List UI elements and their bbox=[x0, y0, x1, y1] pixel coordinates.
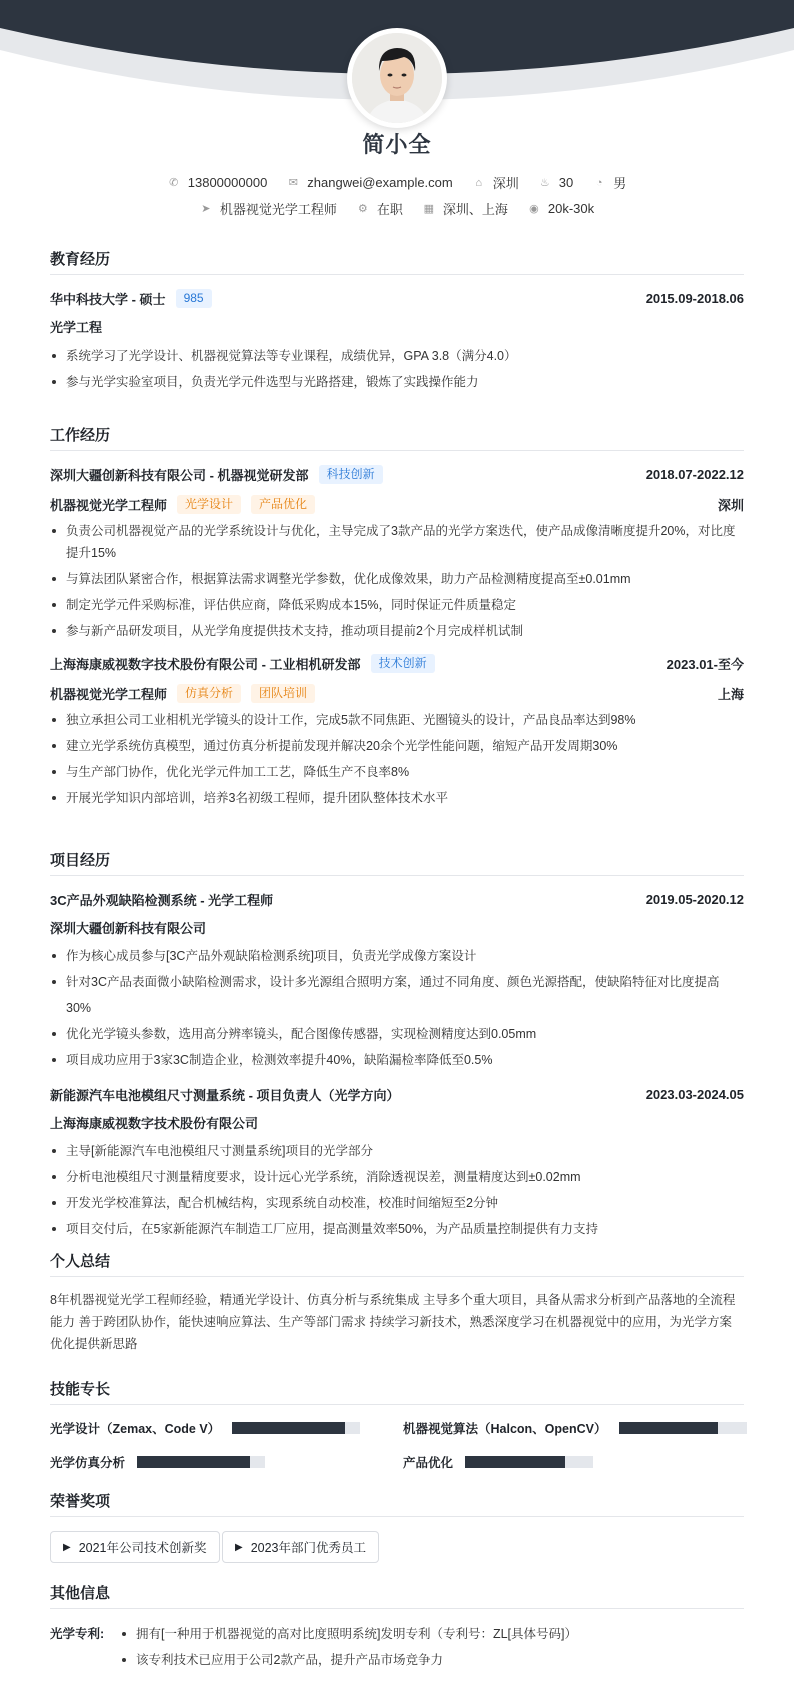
skill-bar-fill bbox=[232, 1422, 345, 1434]
role-tag: 产品优化 bbox=[251, 495, 315, 514]
age-text: 30 bbox=[558, 175, 574, 190]
skill-item bbox=[50, 1453, 265, 1471]
skill-bar bbox=[619, 1422, 747, 1434]
education-header bbox=[50, 287, 744, 309]
section-title: 项目经历 bbox=[50, 849, 744, 876]
cake-icon: ♨ bbox=[539, 176, 550, 189]
skill-item bbox=[50, 1419, 360, 1437]
education-section bbox=[50, 248, 744, 395]
company-name: 上海海康威视数字技术股份有限公司 - 工业相机研发部 bbox=[50, 656, 361, 672]
company-tag: 科技创新 bbox=[319, 465, 383, 484]
skills-section bbox=[50, 1378, 744, 1417]
project-bullets bbox=[50, 943, 744, 1073]
summary-text: 8年机器视觉光学工程师经验，精通光学设计、仿真分析与系统集成 主导多个重大项目，具备从需求分析到产品落地的全流程能力 善于跨团队协作，能快速响应算法、生产等部门需求 持续学习新技术，熟悉深度学习在机器视觉中的应用，为光学方案优化提供新思路 bbox=[50, 1293, 736, 1351]
skill-item bbox=[403, 1419, 747, 1437]
project-section bbox=[50, 849, 744, 1242]
project-header bbox=[50, 1083, 744, 1105]
project-title: 3C产品外观缺陷检测系统 - 光学工程师 bbox=[50, 892, 274, 908]
home-icon: ⌂ bbox=[475, 176, 483, 189]
skill-name: 产品优化 bbox=[403, 1456, 454, 1470]
skill-bar bbox=[465, 1456, 593, 1468]
major: 光学工程 bbox=[50, 320, 103, 335]
skill-bar bbox=[137, 1456, 265, 1468]
education-bullets bbox=[50, 343, 744, 395]
list-item: 该专利技术已应用于公司2款产品，提升产品市场竞争力 bbox=[120, 1647, 577, 1673]
summary-section bbox=[50, 1250, 744, 1355]
work-period: 2018.07-2022.12 bbox=[645, 466, 744, 482]
candidate-name: 简小全 bbox=[362, 132, 432, 157]
work-section bbox=[50, 424, 744, 811]
mail-icon: ✉ bbox=[288, 176, 298, 189]
other-bullets bbox=[120, 1621, 577, 1673]
section-title: 工作经历 bbox=[50, 424, 744, 451]
phone-text: 13800000000 bbox=[187, 175, 268, 190]
project-title: 新能源汽车电池模组尺寸测量系统 - 项目负责人（光学方向） bbox=[50, 1087, 400, 1103]
skill-bar-fill bbox=[465, 1456, 565, 1468]
skill-item bbox=[403, 1453, 593, 1471]
role-line bbox=[50, 493, 744, 515]
work-location: 深圳 bbox=[717, 497, 744, 513]
list-item: 独立承担公司工业相机光学镜头的设计工作，完成5款不同焦距、光圈镜头的设计，产品良品率达到98% bbox=[50, 707, 744, 733]
status-item bbox=[357, 199, 403, 218]
list-item: 作为核心成员参与[3C产品外观缺陷检测系统]项目，负责光学成像方案设计 bbox=[50, 943, 744, 969]
list-item: 开展光学知识内部培训，培养3名初级工程师，提升团队整体技术水平 bbox=[50, 785, 744, 811]
project-period: 2023.03-2024.05 bbox=[645, 1086, 744, 1102]
email-text: zhangwei@example.com bbox=[307, 175, 453, 190]
email-item bbox=[287, 175, 452, 190]
skill-name: 机器视觉算法（Halcon、OpenCV） bbox=[403, 1422, 607, 1436]
city-text: 深圳 bbox=[492, 176, 519, 191]
list-item: 优化光学镜头参数，选用高分辨率镜头，配合图像传感器，实现检测精度达到0.05mm bbox=[50, 1021, 744, 1047]
role-tag: 团队培训 bbox=[251, 684, 315, 703]
school-name: 华中科技大学 - 硕士 bbox=[50, 291, 166, 307]
award-text: 2023年部门优秀员工 bbox=[250, 1541, 367, 1555]
target-city-item bbox=[423, 199, 508, 218]
list-item: 分析电池模组尺寸测量精度要求，设计远心光学系统，消除透视误差，测量精度达到±0.02mm bbox=[50, 1164, 744, 1190]
section-title: 个人总结 bbox=[50, 1250, 744, 1277]
list-item: 系统学习了光学设计、机器视觉算法等专业课程，成绩优异，GPA 3.8（满分4.0） bbox=[50, 343, 744, 369]
award-chip bbox=[222, 1531, 379, 1563]
list-item: 制定光学元件采购标准，评估供应商，降低采购成本15%，同时保证元件质量稳定 bbox=[50, 592, 744, 618]
avatar bbox=[347, 28, 447, 128]
phone-item bbox=[168, 175, 268, 190]
award-text: 2021年公司技术创新奖 bbox=[78, 1541, 207, 1555]
role-title: 机器视觉光学工程师 bbox=[50, 497, 168, 513]
skill-name: 光学仿真分析 bbox=[50, 1456, 126, 1470]
phone-icon: ✆ bbox=[169, 176, 179, 189]
skill-bar-fill bbox=[137, 1456, 250, 1468]
play-icon: ▶ bbox=[235, 1541, 243, 1553]
list-item: 拥有[一种用于机器视觉的高对比度照明系统]发明专利（专利号：ZL[具体号码]） bbox=[120, 1621, 577, 1647]
work-period: 2023.01-至今 bbox=[666, 656, 744, 672]
list-item: 与生产部门协作，优化光学元件加工工艺，降低生产不良率8% bbox=[50, 759, 744, 785]
gender-text: 男 bbox=[613, 176, 627, 191]
avatar-photo bbox=[352, 33, 442, 123]
age-item bbox=[539, 175, 573, 190]
job-intent-row bbox=[0, 199, 794, 218]
school-tag: 985 bbox=[176, 289, 212, 308]
position-item bbox=[200, 199, 337, 218]
role-title: 机器视觉光学工程师 bbox=[50, 686, 168, 702]
list-item: 主导[新能源汽车电池模组尺寸测量系统]项目的光学部分 bbox=[50, 1138, 744, 1164]
project-bullets bbox=[50, 1138, 744, 1242]
position-text: 机器视觉光学工程师 bbox=[219, 202, 337, 217]
list-item: 负责公司机器视觉产品的光学系统设计与优化，主导完成了3款产品的光学方案迭代，使产品成像清晰度提升20%，对比度提升15% bbox=[50, 518, 744, 566]
target-city-text: 深圳、上海 bbox=[442, 202, 508, 217]
building-icon: ▦ bbox=[423, 202, 435, 215]
project-period: 2019.05-2020.12 bbox=[645, 891, 744, 907]
company-tag: 技术创新 bbox=[371, 654, 435, 673]
skill-bar bbox=[232, 1422, 360, 1434]
work-bullets bbox=[50, 707, 744, 811]
section-title: 其他信息 bbox=[50, 1582, 744, 1609]
company-name: 深圳大疆创新科技有限公司 - 机器视觉研发部 bbox=[50, 467, 309, 483]
list-item: 项目交付后，在5家新能源汽车制造工厂应用，提高测量效率50%，为产品质量控制提供有力支持 bbox=[50, 1216, 744, 1242]
section-title: 教育经历 bbox=[50, 248, 744, 275]
project-header bbox=[50, 888, 744, 910]
role-tag: 光学设计 bbox=[177, 495, 241, 514]
salary-item bbox=[528, 201, 594, 216]
work-bullets bbox=[50, 518, 744, 644]
section-title: 技能专长 bbox=[50, 1378, 744, 1405]
skill-name: 光学设计（Zemax、Code V） bbox=[50, 1422, 221, 1436]
send-icon: ➤ bbox=[201, 202, 211, 215]
other-section bbox=[50, 1582, 744, 1673]
education-period: 2015.09-2018.06 bbox=[645, 290, 744, 306]
status-text: 在职 bbox=[376, 202, 403, 217]
salary-text: 20k-30k bbox=[547, 201, 595, 216]
play-icon: ▶ bbox=[63, 1541, 71, 1553]
work-location: 上海 bbox=[717, 686, 744, 702]
list-item: 开发光学校准算法，配合机械结构，实现系统自动校准，校准时间缩短至2分钟 bbox=[50, 1190, 744, 1216]
list-item: 参与光学实验室项目，负责光学元件选型与光路搭建，锻炼了实践操作能力 bbox=[50, 369, 744, 395]
contact-row bbox=[0, 173, 794, 192]
role-line bbox=[50, 682, 744, 704]
list-item: 针对3C产品表面微小缺陷检测需求，设计多光源组合照明方案，通过不同角度、颜色光源搭配，使缺陷特征对比度提高30% bbox=[50, 969, 744, 1021]
coin-icon: ◉ bbox=[529, 202, 539, 215]
project-company: 上海海康威视数字技术股份有限公司 bbox=[50, 1116, 259, 1131]
role-tag: 仿真分析 bbox=[177, 684, 241, 703]
list-item: 参与新产品研发项目，从光学角度提供技术支持，推动项目提前2个月完成样机试制 bbox=[50, 618, 744, 644]
gear-icon: ⚙ bbox=[357, 202, 368, 215]
skill-bar-fill bbox=[619, 1422, 719, 1434]
gender-icon: ◔ bbox=[595, 176, 603, 189]
awards-section bbox=[50, 1490, 744, 1529]
gender-item bbox=[593, 173, 626, 192]
work-header bbox=[50, 652, 744, 674]
list-item: 项目成功应用于3家3C制造企业，检测效率提升40%，缺陷漏检率降低至0.5% bbox=[50, 1047, 744, 1073]
list-item: 与算法团队紧密合作，根据算法需求调整光学参数，优化成像效果，助力产品检测精度提高至±0.01mm bbox=[50, 566, 744, 592]
city-item bbox=[473, 173, 519, 192]
work-header bbox=[50, 463, 744, 485]
section-title: 荣誉奖项 bbox=[50, 1490, 744, 1517]
list-item: 建立光学系统仿真模型，通过仿真分析提前发现并解决20余个光学性能问题，缩短产品开发周期30% bbox=[50, 733, 744, 759]
project-company: 深圳大疆创新科技有限公司 bbox=[50, 921, 207, 936]
other-label: 光学专利: bbox=[50, 1627, 105, 1641]
award-chip bbox=[50, 1531, 220, 1563]
other-row bbox=[50, 1621, 744, 1673]
